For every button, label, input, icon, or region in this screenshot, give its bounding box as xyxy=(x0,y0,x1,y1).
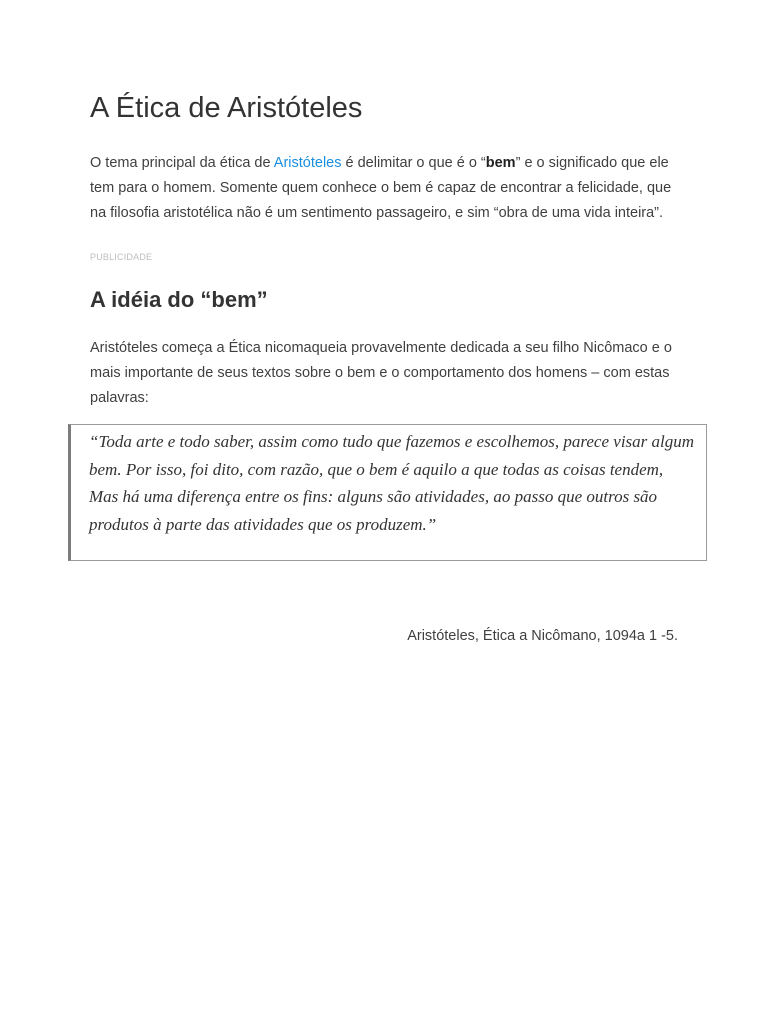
article-title: A Ética de Aristóteles xyxy=(90,92,363,124)
aristoteles-link[interactable]: Aristóteles xyxy=(273,155,342,171)
intro-text-2: é delimitar o que é o “ xyxy=(341,155,486,171)
intro-text-1: O tema principal da ética de xyxy=(90,155,274,171)
blockquote: “Toda arte e todo saber, assim como tudo que fazemos e escolhemos, parece visar algum bem. Por isso, foi dito, com razão, que o bem é aquilo a que todas as coisas tendem, Mas há uma diferença entre os fins: alguns são atividades, ao passo que outros são produtos à parte das atividades que os produzem.” xyxy=(68,424,707,561)
ad-label: PUBLICIDADE xyxy=(90,252,153,262)
intro-paragraph xyxy=(90,151,690,226)
intro-bold-bem: bem xyxy=(485,155,516,171)
intro-text-3: ” e o significado que ele tem para o homem. Somente quem conhece o bem é capaz de encontrar a felicidade, que na filosofia aristotélica não é um sentimento passageiro, e sim “obra de uma vida inteira”. xyxy=(90,155,672,221)
section-heading: A idéia do “bem” xyxy=(90,287,268,312)
quote-citation: Aristóteles, Ética a Nicômano, 1094a 1 -5. xyxy=(407,628,678,644)
body-paragraph: Aristóteles começa a Ética nicomaqueia provavelmente dedicada a seu filho Nicômaco e o mais importante de seus textos sobre o bem e o comportamento dos homens – com estas palavras: xyxy=(90,340,672,406)
